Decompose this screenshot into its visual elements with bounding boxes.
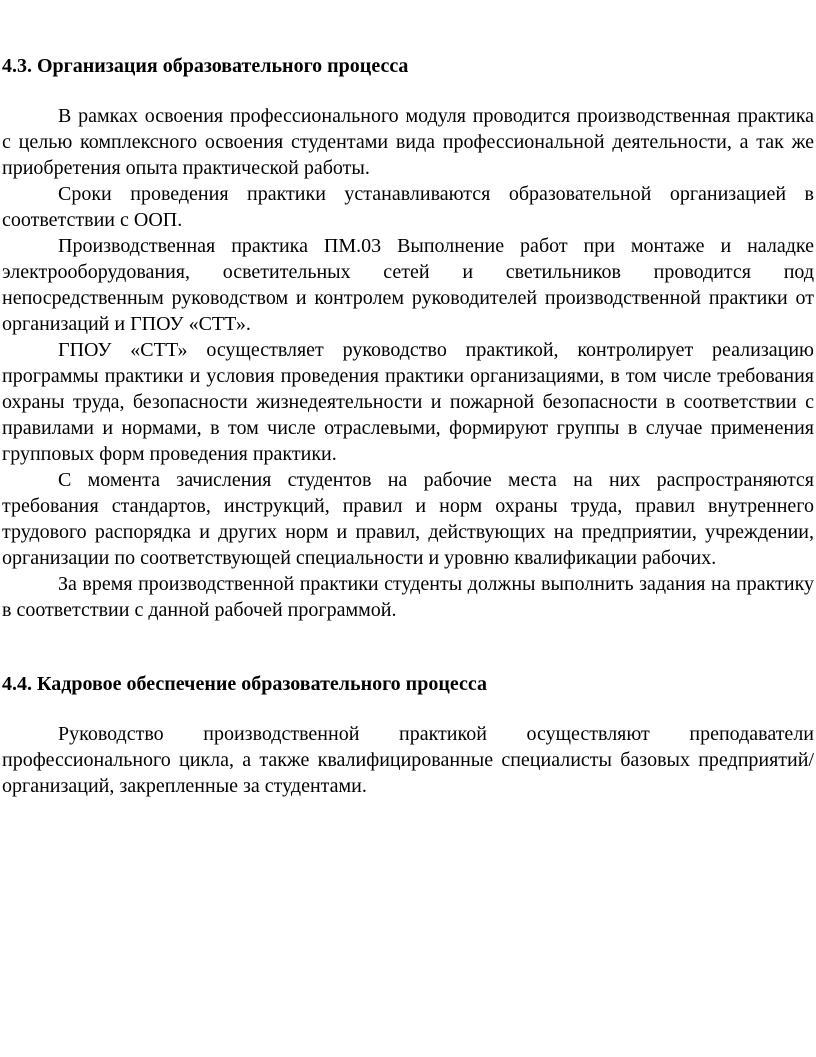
paragraph: ГПОУ «СТТ» осуществляет руководство практикой, контролирует реализацию программы практики и условия проведения практики организациями, в том числе требования охраны труда, безопасности жизнедеятельности и пожарной безопасности в соответствии с правилами и нормами, в том числе отраслевыми, формируют группы в случае применения групповых форм проведения практики. — [2, 339, 814, 465]
paragraph: Сроки проведения практики устанавливаются образовательной организацией в соответствии с ООП. — [2, 183, 814, 231]
paragraph: Производственная практика ПМ.03 Выполнение работ при монтаже и наладке электрооборудования, осветительных сетей и светильников проводится под непосредственным руководством и контролем руководителей производственной практики от организаций и ГПОУ «СТТ». — [2, 235, 814, 335]
paragraph: В рамках освоения профессионального модуля проводится производственная практика с целью комплексного освоения студентами вида профессиональной деятельности, а так же приобретения опыта практической работы. — [2, 105, 814, 179]
paragraph: За время производственной практики студенты должны выполнить задания на практику в соответствии с данной рабочей программой. — [2, 573, 814, 621]
section-title-staffing: 4.4. Кадровое обеспечение образовательного процесса — [2, 673, 487, 695]
section-title-organization: 4.3. Организация образовательного процесса — [2, 55, 409, 77]
section-body-staffing — [2, 721, 814, 799]
paragraph: С момента зачисления студентов на рабочие места на них распространяются требования стандартов, инструкций, правил и норм охраны труда, правил внутреннего трудового распорядка и других норм и правил, действующих на предприятии, учреждении, организации по соответствующей специальности и уровню квалификации рабочих. — [2, 469, 814, 569]
section-body-organization — [2, 103, 814, 623]
paragraph: Руководство производственной практикой осуществляют преподаватели профессионального цикла, а также квалифицированные специалисты базовых предприятий/организаций, закрепленные за студентами. — [2, 723, 814, 797]
